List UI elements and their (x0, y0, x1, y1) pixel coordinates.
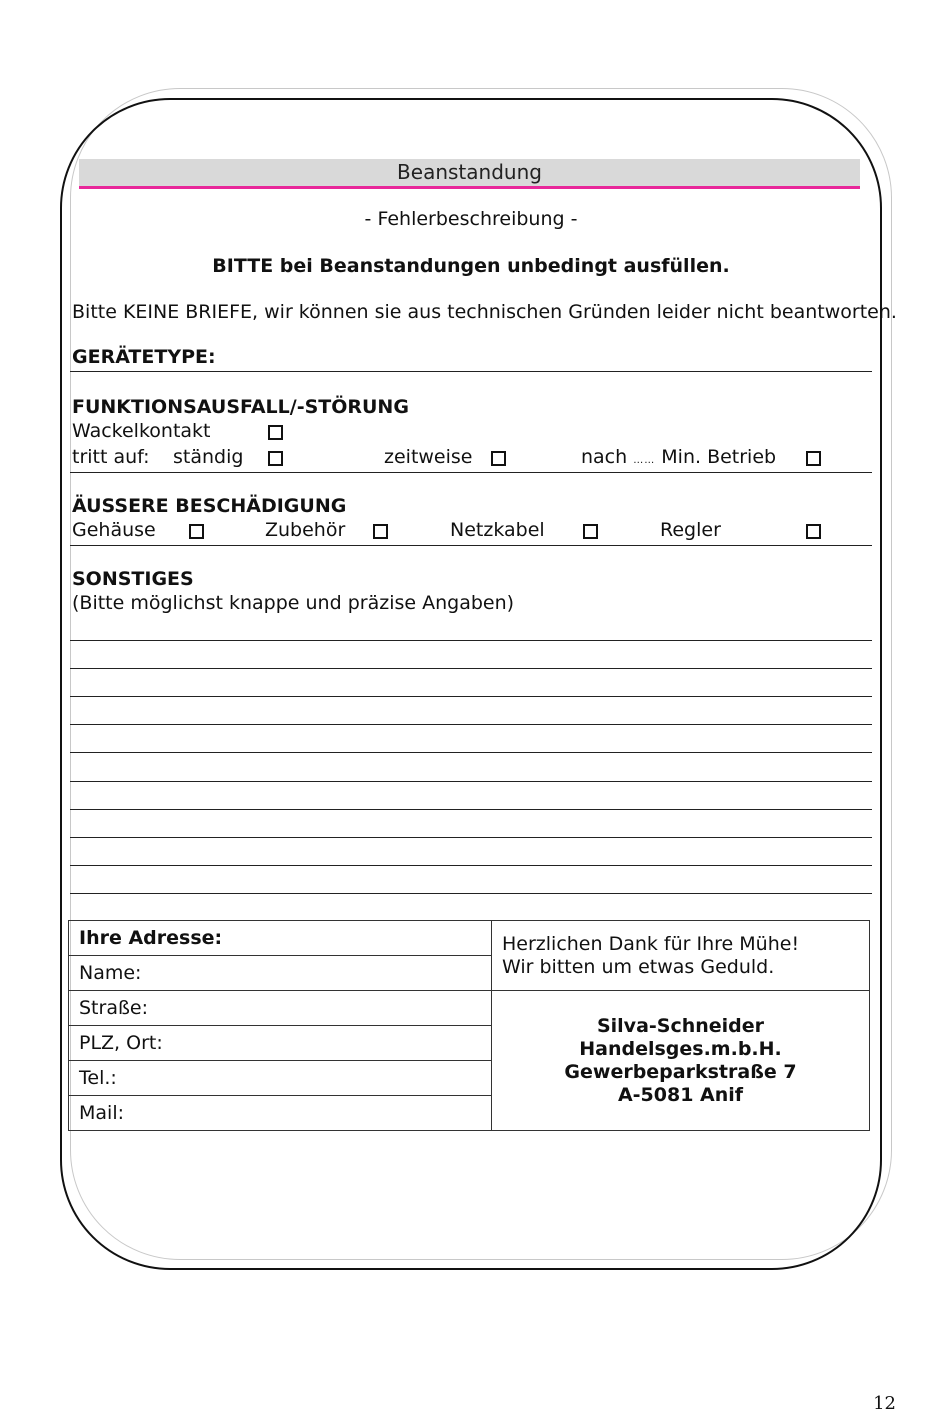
mail-field[interactable]: Mail: (69, 1096, 492, 1131)
other-heading: SONSTIGES (72, 568, 194, 590)
housing-checkbox[interactable] (189, 524, 204, 539)
minutes-blank[interactable]: …… (633, 455, 656, 466)
name-field[interactable]: Name: (69, 956, 492, 991)
occurs-label: tritt auf: (72, 446, 150, 468)
other-hint: (Bitte möglichst knappe und präzise Angaben) (72, 592, 515, 614)
instruction-note: Bitte KEINE BRIEFE, wir können sie aus technischen Gründen leider nicht beantworten. (72, 301, 897, 323)
writing-line[interactable] (70, 865, 872, 866)
intermittent-checkbox[interactable] (491, 451, 506, 466)
constant-label: ständig (173, 446, 244, 468)
power-cable-checkbox[interactable] (583, 524, 598, 539)
constant-checkbox[interactable] (268, 451, 283, 466)
external-damage-heading: ÄUSSERE BESCHÄDIGUNG (72, 495, 347, 517)
company-line-3: Gewerbeparkstraße 7 (564, 1060, 797, 1083)
form-subtitle: - Fehlerbeschreibung - (364, 208, 578, 230)
loose-contact-checkbox[interactable] (268, 425, 283, 440)
street-field[interactable]: Straße: (69, 991, 492, 1026)
writing-line[interactable] (70, 724, 872, 725)
power-cable-label: Netzkabel (450, 519, 545, 541)
malfunction-heading: FUNKTIONSAUSFALL/-STÖRUNG (72, 396, 409, 418)
writing-line[interactable] (70, 809, 872, 810)
external-damage-line (70, 545, 872, 546)
writing-line[interactable] (70, 640, 872, 641)
thanks-cell (492, 921, 870, 991)
minutes-operation-label: Min. Betrieb (661, 446, 777, 468)
accessories-checkbox[interactable] (373, 524, 388, 539)
company-line-2: Handelsges.m.b.H. (579, 1037, 782, 1060)
loose-contact-label: Wackelkontakt (72, 420, 211, 442)
controller-checkbox[interactable] (806, 524, 821, 539)
company-line-4: A-5081 Anif (617, 1083, 744, 1106)
page-number: 12 (873, 1393, 896, 1414)
controller-label: Regler (660, 519, 721, 541)
writing-line[interactable] (70, 781, 872, 782)
malfunction-line (70, 472, 872, 473)
company-address (492, 991, 870, 1131)
address-table (68, 920, 870, 1131)
device-type-label: GERÄTETYPE: (72, 346, 216, 368)
writing-line[interactable] (70, 893, 872, 894)
writing-line[interactable] (70, 668, 872, 669)
zip-city-field[interactable]: PLZ, Ort: (69, 1026, 492, 1061)
phone-field[interactable]: Tel.: (69, 1061, 492, 1096)
writing-line[interactable] (70, 752, 872, 753)
company-line-1: Silva-Schneider (596, 1014, 765, 1037)
address-heading: Ihre Adresse: (69, 921, 492, 956)
after-minutes-checkbox[interactable] (806, 451, 821, 466)
after-label (581, 446, 776, 468)
after-word: nach (581, 446, 628, 468)
intermittent-label: zeitweise (384, 446, 473, 468)
instruction-bold: BITTE bei Beanstandungen unbedingt ausfüllen. (212, 255, 730, 277)
accessories-label: Zubehör (265, 519, 346, 541)
writing-line[interactable] (70, 837, 872, 838)
device-type-line[interactable] (70, 371, 872, 372)
writing-line[interactable] (70, 696, 872, 697)
housing-label: Gehäuse (72, 519, 156, 541)
form-title: Beanstandung (79, 159, 860, 189)
thanks-line-1: Herzlichen Dank für Ihre Mühe! (502, 932, 800, 955)
thanks-line-2: Wir bitten um etwas Geduld. (502, 955, 775, 978)
